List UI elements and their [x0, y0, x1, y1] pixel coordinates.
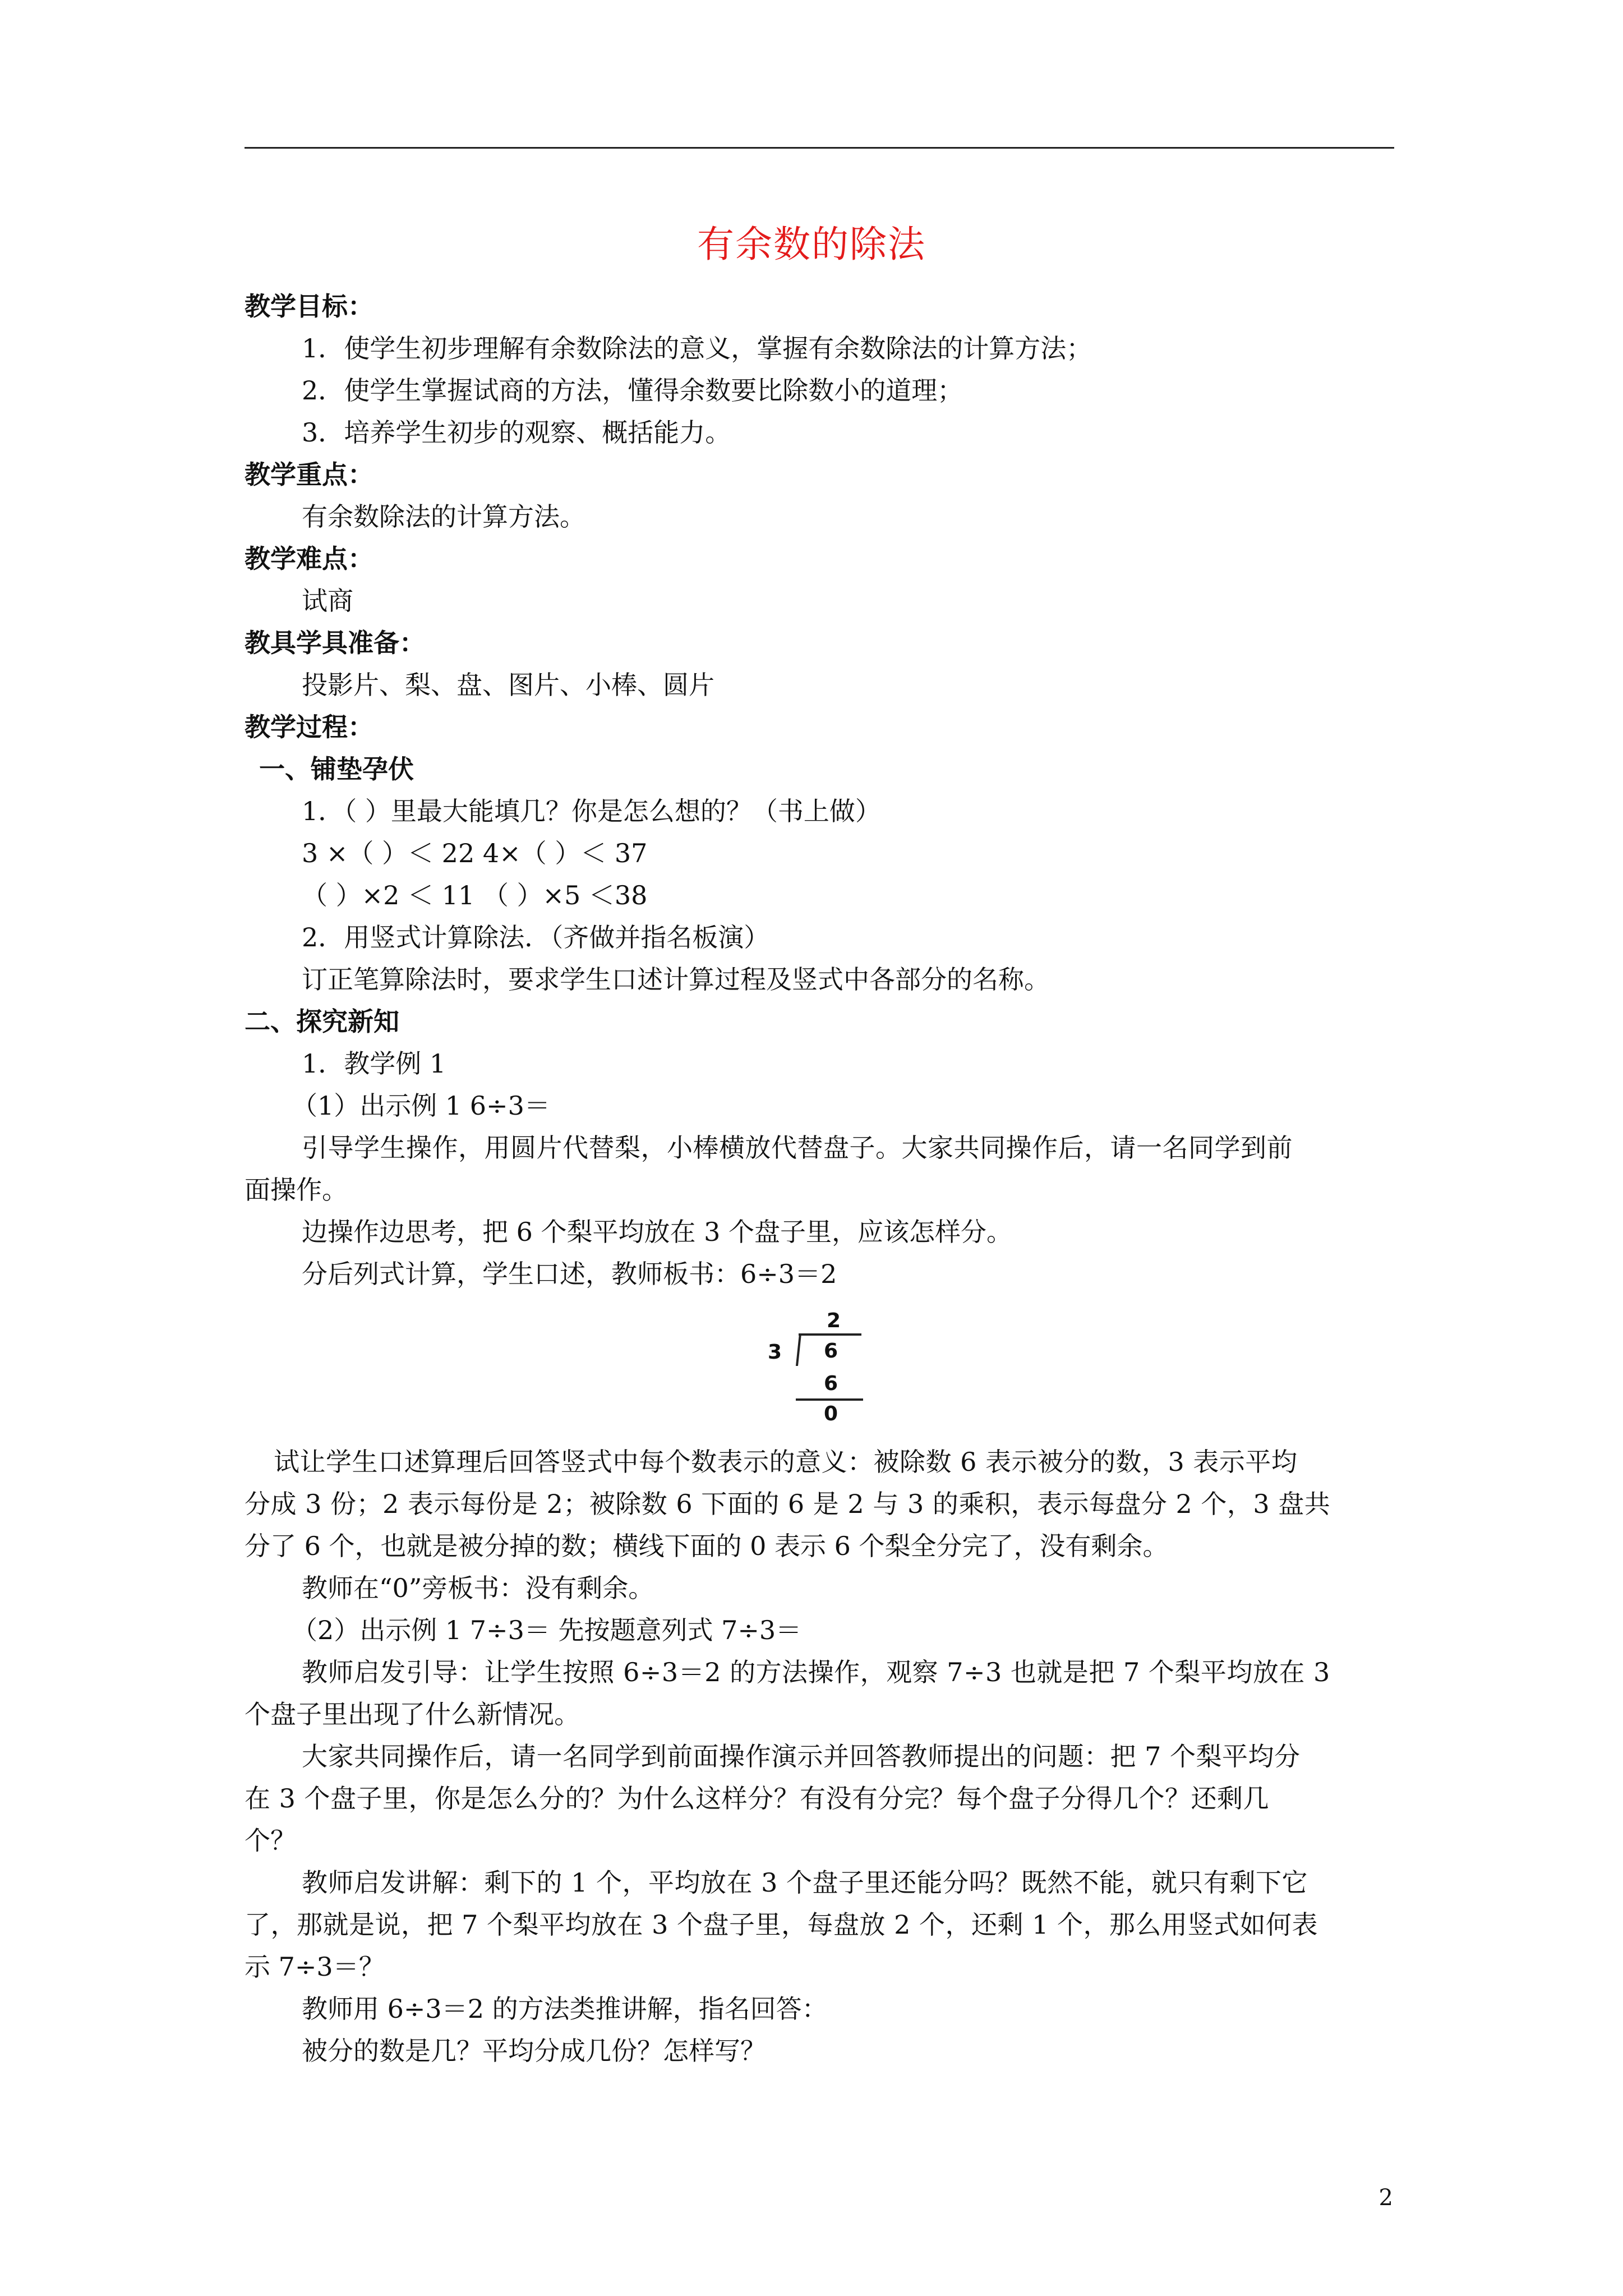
paragraph-questions: 被分的数是几？平均分成几份？怎样写？	[302, 2036, 766, 2066]
division-bottom-bar	[796, 1398, 863, 1401]
paragraph-think: 边操作边思考，把 6 个梨平均放在 3 个盘子里，应该怎样分。	[302, 1217, 1013, 1247]
difficulty-text: 试商	[302, 586, 353, 616]
paragraph-demo-line-2: 在 3 个盘子里，你是怎么分的？为什么这样分？有没有分完？每个盘子分得几个？还剩几	[245, 1783, 1270, 1814]
paragraph-operate-line-2: 面操作。	[245, 1175, 348, 1205]
warmup-item-2: 2．用竖式计算除法．（齐做并指名板演）	[302, 922, 770, 953]
paragraph-operate-line-1: 引导学生操作，用圆片代替梨，小棒横放代替盘子。大家共同操作后，请一名同学到前	[302, 1133, 1293, 1163]
division-quotient: 2	[827, 1309, 841, 1332]
paragraph-board: 分后列式计算，学生口述，教师板书：6÷3＝2	[302, 1259, 837, 1289]
paragraph-no-remainder: 教师在“0”旁板书：没有剩余。	[302, 1573, 654, 1603]
key-point-text: 有余数除法的计算方法。	[302, 501, 585, 532]
division-dividend: 6	[824, 1340, 838, 1363]
paragraph-guide-line-1: 教师启发引导：让学生按照 6÷3＝2 的方法操作，观察 7÷3 也就是把 7 个梨平均放在 3	[302, 1657, 1330, 1687]
paragraph-explain-line-3: 示 7÷3＝？	[245, 1952, 385, 1982]
section-heading-materials: 教具学具准备：	[245, 628, 425, 658]
header-rule	[245, 147, 1394, 149]
paragraph-analogy: 教师用 6÷3＝2 的方法类推讲解，指名回答：	[302, 1994, 828, 2024]
paragraph-demo-line-3: 个？	[245, 1825, 296, 1856]
warmup-expression-row-1: 3 ×（ ）＜ 22 4×（ ）＜ 37	[302, 838, 648, 868]
example-step-2: （2）出示例 1 7÷3＝ 先按题意列式 7÷3＝	[292, 1615, 802, 1645]
section-heading-goals: 教学目标：	[245, 291, 374, 321]
page-number: 2	[1378, 2185, 1393, 2211]
goal-item-3: 3．培养学生初步的观察、概括能力。	[302, 417, 731, 448]
division-divisor: 3	[768, 1341, 782, 1364]
paragraph-meaning-line-2: 分成 3 份；2 表示每份是 2；被除数 6 下面的 6 是 2 与 3 的乘积，表示每盘分 2 个，3 盘共	[245, 1489, 1331, 1519]
warmup-expression-row-2: （ ）×2 ＜ 11 （ ）×5 ＜38	[302, 880, 648, 910]
division-product: 6	[824, 1372, 838, 1395]
goal-item-1: 1．使学生初步理解有余数除法的意义，掌握有余数除法的计算方法；	[302, 333, 1092, 364]
paragraph-demo-line-1: 大家共同操作后，请一名同学到前面操作演示并回答教师提出的问题：把 7 个梨平均分	[302, 1741, 1301, 1772]
example-heading: 1．教学例 1	[302, 1048, 446, 1079]
paragraph-meaning-line-3: 分了 6 个，也就是被分掉的数；横线下面的 0 表示 6 个梨全分完了，没有剩余。	[245, 1531, 1169, 1561]
warmup-note: 订正笔算除法时，要求学生口述计算过程及竖式中各部分的名称。	[302, 964, 1050, 995]
long-division-figure	[765, 1310, 866, 1430]
goal-item-2: 2．使学生掌握试商的方法，懂得余数要比除数小的道理；	[302, 375, 963, 406]
subsection-heading-1: 一、铺垫孕伏	[259, 754, 414, 784]
division-bracket	[796, 1333, 801, 1366]
paragraph-guide-line-2: 个盘子里出现了什么新情况。	[245, 1699, 580, 1729]
section-heading-key-point: 教学重点：	[245, 459, 374, 490]
paragraph-meaning-line-1: 试让学生口述算理后回答竖式中每个数表示的意义：被除数 6 表示被分的数，3 表示平均	[274, 1447, 1298, 1477]
document-title: 有余数的除法	[697, 223, 926, 266]
division-remainder: 0	[824, 1402, 838, 1425]
section-heading-difficulty: 教学难点：	[245, 544, 374, 574]
subsection-heading-2: 二、探究新知	[245, 1006, 399, 1037]
paragraph-explain-line-2: 了，那就是说，把 7 个梨平均放在 3 个盘子里，每盘放 2 个，还剩 1 个，那么用竖式如何表	[245, 1910, 1318, 1940]
materials-text: 投影片、梨、盘、图片、小棒、圆片	[302, 670, 714, 700]
example-step-1: （1）出示例 1 6÷3＝	[292, 1091, 550, 1121]
paragraph-explain-line-1: 教师启发讲解：剩下的 1 个，平均放在 3 个盘子里还能分吗？既然不能，就只有剩下它	[302, 1867, 1308, 1898]
warmup-item-1: 1．（ ）里最大能填几？你是怎么想的？（书上做）	[302, 796, 881, 826]
division-top-bar	[799, 1333, 861, 1336]
section-heading-process: 教学过程：	[245, 712, 374, 742]
